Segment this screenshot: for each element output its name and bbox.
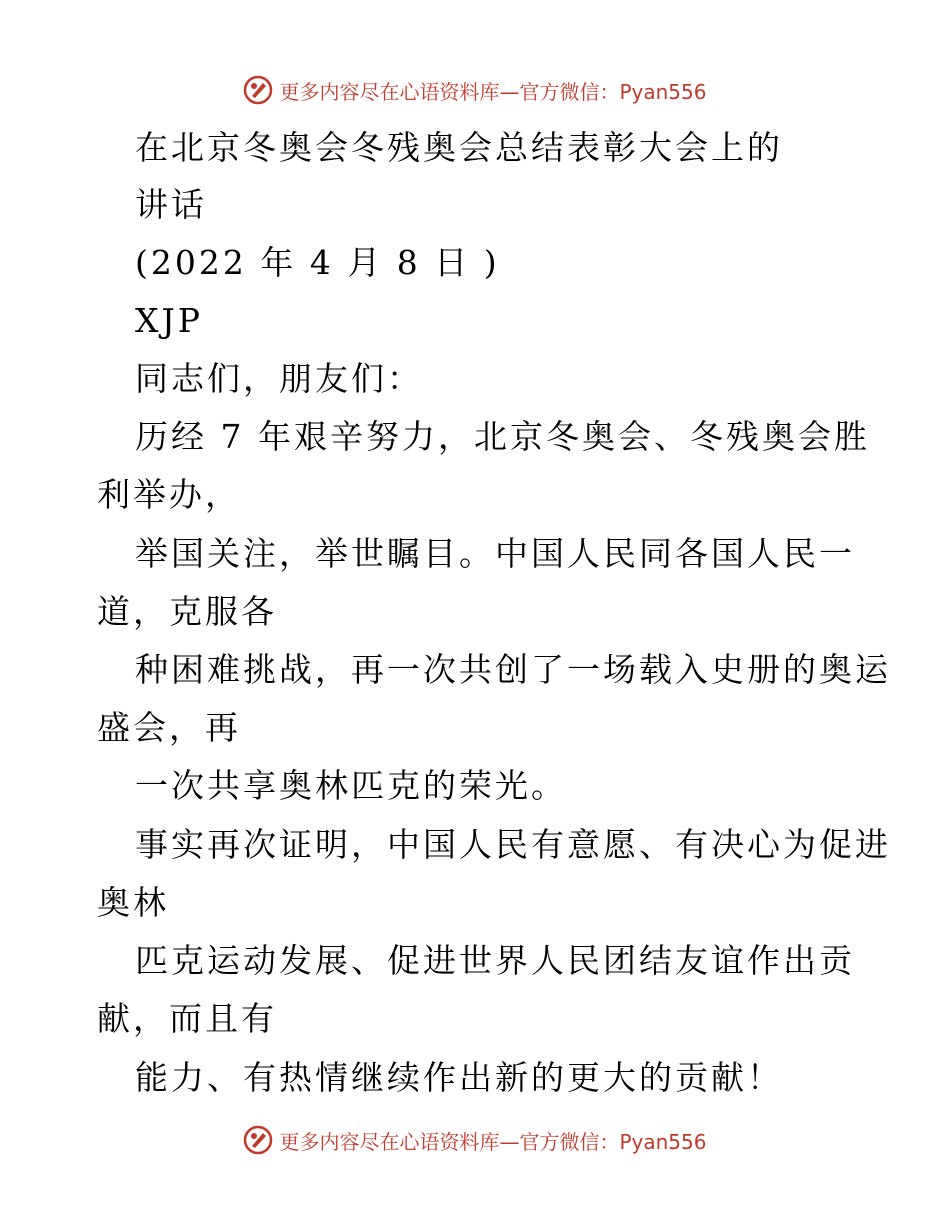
watermark-banner-top: [0, 70, 950, 110]
author-line: XJP: [135, 301, 203, 340]
title-line-1: 在北京冬奥会冬残奥会总结表彰大会上的: [135, 128, 783, 167]
body-line: 盛会，再: [97, 708, 241, 747]
body-line: 道，克服各: [97, 592, 277, 631]
logo-icon: [243, 75, 273, 105]
body-line: 事实再次证明，中国人民有意愿、有决心为促进: [135, 825, 891, 864]
body-line: 一次共享奥林匹克的荣光。: [135, 766, 567, 805]
logo-icon: [243, 1125, 273, 1155]
watermark-text: 更多内容尽在心语资料库—官方微信：Pyan556: [279, 79, 707, 104]
body-line: 举国关注，举世瞩目。中国人民同各国人民一: [135, 534, 855, 573]
body-line: 利举办，: [97, 475, 241, 514]
date-line: (2022 年 4 月 8 日 ): [135, 243, 500, 282]
watermark-banner-bottom: [0, 1120, 950, 1160]
body-line: 献，而且有: [97, 999, 277, 1038]
body-line: 种困难挑战，再一次共创了一场载入史册的奥运: [135, 650, 891, 689]
body-line: 奥林: [97, 883, 169, 922]
title-line-2: 讲话: [135, 185, 207, 224]
body-line: 能力、有热情继续作出新的更大的贡献！: [135, 1058, 783, 1097]
body-line: 历经 7 年艰辛努力，北京冬奥会、冬残奥会胜: [135, 417, 870, 456]
salutation-line: 同志们，朋友们：: [135, 359, 423, 398]
watermark-text: 更多内容尽在心语资料库—官方微信：Pyan556: [279, 1129, 707, 1154]
body-line: 匹克运动发展、促进世界人民团结友谊作出贡: [135, 941, 855, 980]
